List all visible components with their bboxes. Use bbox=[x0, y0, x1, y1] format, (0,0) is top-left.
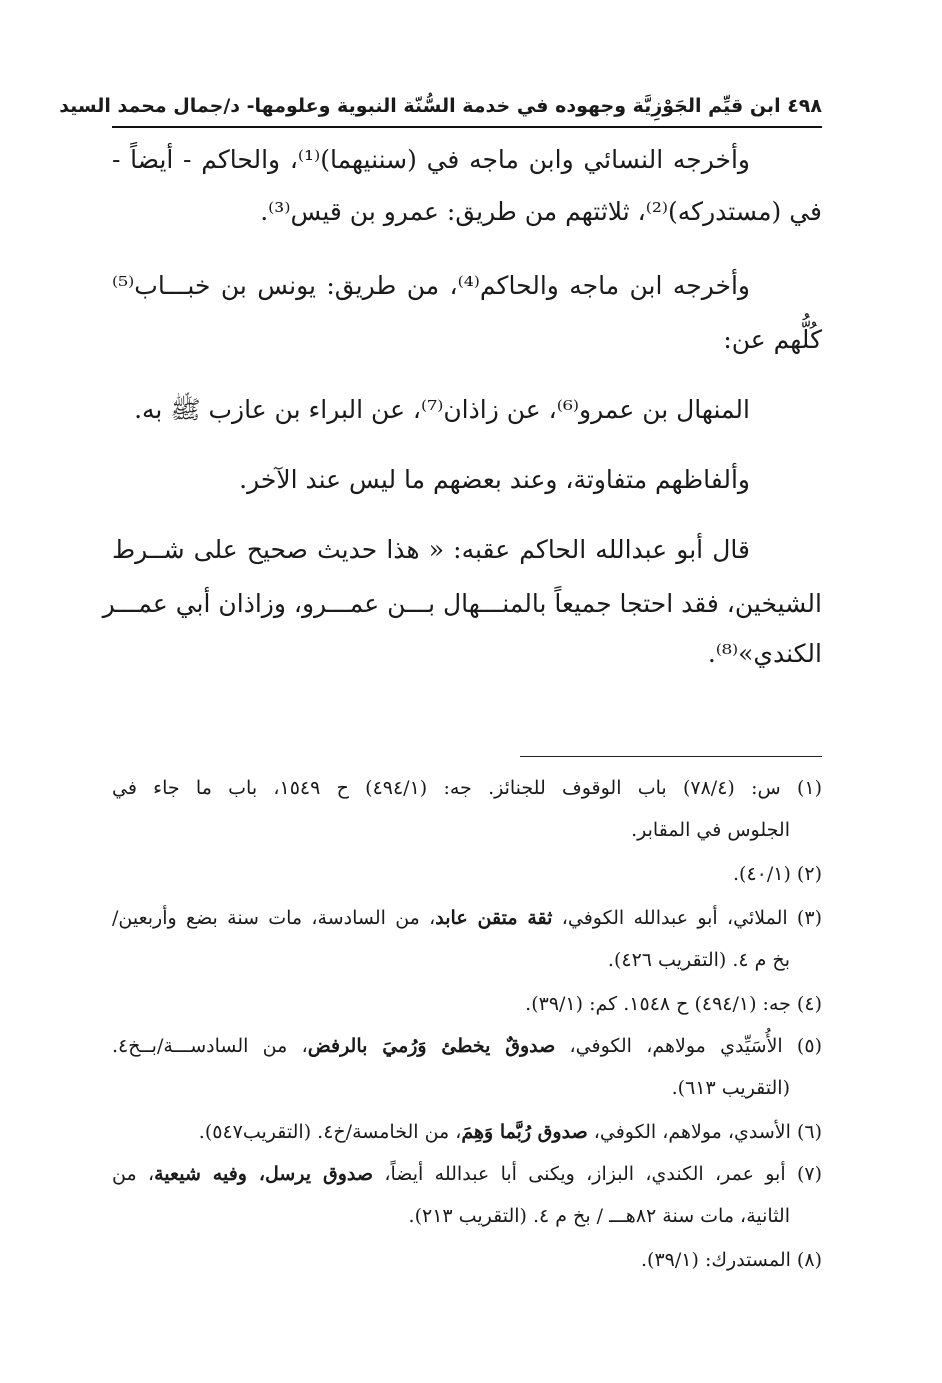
body-line-8: الشيخين، فقد احتجا جميعاً بالمنـــهال بـــن عمـــرو، وزاذان أبي عمـــر bbox=[102, 589, 822, 618]
body-line-9: الكندي»⁽⁸⁾. bbox=[707, 639, 822, 668]
page-header: ٤٩٨ ابن قيِّم الجَوْزِيَّة وجهوده في خدمة السُّنّة النبوية وعلومها- د/جمال محمد السيد bbox=[59, 95, 822, 117]
footnote-5 bbox=[112, 1030, 822, 1062]
footnote-7-cont: الثانية، مات سنة ٨٢هـــ / بخ م ٤. (التقريب ٢١٣). bbox=[408, 1205, 790, 1227]
footnote-6-bold: صدوق رُبَّما وَهِمَ bbox=[461, 1121, 588, 1143]
body-line-7: قال أبو عبدالله الحاكم عقبه: « هذا حديث صحيح على شــرط bbox=[112, 535, 750, 564]
footnote-6-pre: (٦) الأسدي، مولاهم، الكوفي، bbox=[587, 1121, 822, 1143]
footnote-3-pre: (٣) الملائي، أبو عبدالله الكوفي، bbox=[552, 907, 822, 929]
footnote-7-bold: صدوق يرسل، وفيه شيعية bbox=[154, 1163, 374, 1185]
footnote-7 bbox=[112, 1158, 822, 1190]
header-divider bbox=[112, 126, 822, 128]
body-line-3: وأخرجه ابن ماجه والحاكم⁽⁴⁾، من طريق: يونس بن خبـــاب⁽⁵⁾ bbox=[112, 271, 750, 300]
footnote-3-post: ، من السادسة، مات سنة بضع وأربعين/ bbox=[112, 907, 436, 929]
footnote-5-bold: صدوقٌ يخطئ وَرُميَ بالرفض bbox=[307, 1035, 556, 1057]
body-line-6: وألفاظهم متفاوتة، وعند بعضهم ما ليس عند الآخر. bbox=[239, 465, 750, 494]
footnote-6 bbox=[112, 1116, 822, 1148]
footnote-5-pre: (٥) الأُسَيِّدي مولاهم، الكوفي، bbox=[555, 1035, 822, 1057]
body-line-1: وأخرجه النسائي وابن ماجه في (سننيهما)⁽¹⁾، والحاكم - أيضاً - bbox=[112, 145, 750, 174]
body-line-2: في (مستدركه)⁽²⁾، ثلاثتهم من طريق: عمرو بن قيس⁽³⁾. bbox=[260, 197, 822, 226]
footnote-3-bold: ثقة متقن عابد bbox=[435, 907, 553, 929]
footnote-5-cont: (التقريب ٦١٣). bbox=[671, 1077, 790, 1099]
footnote-1-cont: الجلوس في المقابر. bbox=[631, 819, 790, 841]
footnote-2: (٢) (٤٠/١). bbox=[733, 863, 822, 885]
footnote-5-post: ، من السادســـة/بــخ٤. bbox=[112, 1035, 308, 1057]
footnote-4: (٤) جه: (٤٩٤/١) ح ١٥٤٨. كم: (٣٩/١). bbox=[525, 993, 822, 1015]
footnote-6-post: ، من الخامسة/خ٤. (التقريب٥٤٧). bbox=[198, 1121, 462, 1143]
footnote-3-cont: بخ م ٤. (التقريب ٤٢٦). bbox=[607, 949, 790, 971]
footnote-7-pre: (٧) أبو عمر، الكندي، البزاز، ويكنى أبا عبدالله أيضاً، bbox=[373, 1163, 823, 1185]
footnote-1: (١) س: (٧٨/٤) باب الوقوف للجنائز. جه: (٤٩٤/١) ح ١٥٤٩، باب ما جاء في bbox=[112, 777, 823, 799]
footnote-7-post: ، من bbox=[112, 1163, 155, 1185]
footnote-3 bbox=[112, 902, 822, 934]
body-line-5: المنهال بن عمرو⁽⁶⁾، عن زاذان⁽⁷⁾، عن البراء بن عازب ﷺ به. bbox=[134, 395, 750, 424]
footnote-divider bbox=[520, 756, 822, 757]
footnote-8: (٨) المستدرك: (٣٩/١). bbox=[641, 1249, 822, 1271]
body-line-4: كُلُّهم عن: bbox=[723, 325, 822, 354]
